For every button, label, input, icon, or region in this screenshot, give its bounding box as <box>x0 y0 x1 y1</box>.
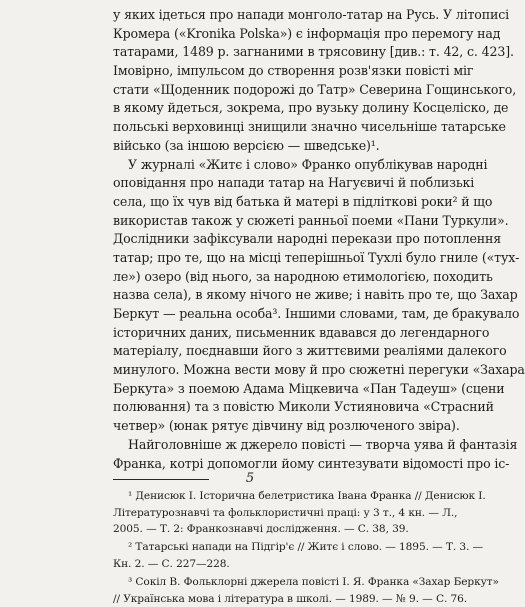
body-line: Беркут — реальна особа³. Іншими словами, там, де бракувало <box>113 306 520 321</box>
body-line: татарами, 1489 р. загнаними в трясовину [див.: т. 42, с. 423]. <box>113 44 514 60</box>
paragraph-start-line: У журналі «Житє і слово» Франко опублікував народні <box>128 156 488 172</box>
body-line: оповідання про напади татар на Нагуєвичі й поблизькі <box>113 175 475 191</box>
body-line: Дослідники зафіксували народні перекази про потоплення <box>113 231 502 247</box>
body-line: матеріалу, поєднавши його з життєвими реаліями далекого <box>113 343 507 359</box>
body-line: ле») озеро (від нього, за народною етимологією, походить <box>113 268 493 284</box>
body-line: використав також у сюжеті ранньої поеми «Пани Туркули». <box>113 212 509 228</box>
body-line: у яких ідеться про напади монголо-татар на Русь. У літописі <box>113 7 509 22</box>
body-line: четвер» (юнак рятує дівчину від розлюченого звіра). <box>113 418 460 434</box>
footnote-line: 2005. — Т. 2: Франкознавчі дослідження. — С. 38, 39. <box>113 522 409 535</box>
body-line: польські верховинці знищили значно чисельніше татарське <box>113 119 506 135</box>
body-line: татар; про те, що на місці теперішньої Тухлі було гниле («тух- <box>113 249 520 265</box>
body-line: Франка, котрі допомогли йому синтезувати відомості про іс- <box>113 455 510 471</box>
body-line: Беркута» з поемою Адама Міцкевича «Пан Тадеуш» (сцени <box>113 380 505 396</box>
body-line: села, що їх чув від батька й матері в підлітковi роки² й що <box>113 193 493 209</box>
body-line: в якому йдеться, зокрема, про вузьку долину Косцеліско, де <box>113 100 509 116</box>
body-line: стати «Щоденник подорожі до Татр» Северина Гощинського, <box>113 81 517 97</box>
footnote-line: ³ Сокіл В. Фольклорні джерела повісті І. Я. Франка «Захар Беркут» <box>128 576 499 589</box>
body-line: назва села), в якому нічого не живе; і навіть про те, що Захар <box>113 287 518 303</box>
body-line: військо (за іншою версією — шведське)¹. <box>113 137 380 153</box>
footnote-line: Кн. 2. — С. 227—228. <box>113 557 230 570</box>
page-text-block <box>113 6 525 607</box>
footnote-line: ² Татарські напади на Підгір'є // Житє і слово. — 1895. — Т. 3. — <box>128 541 484 554</box>
paragraph-start-line: Найголовніше ж джерело повісті — творча уява й фантазія <box>128 436 518 452</box>
page-number: 5 <box>245 471 255 486</box>
body-line: історичних даних, письменник вдавався до легендарного <box>113 324 490 340</box>
footnote-line: // Українська мова і література в школі. — 1989. — № 9. — С. 76. <box>113 592 468 605</box>
footnote-line: Літературознавчі та фольклористичні праці: у 3 т., 4 кн. — Л., <box>113 506 458 519</box>
footnote-line: ¹ Денисюк І. Історична белетристика Івана Франка // Денисюк І. <box>128 490 486 503</box>
body-line: Кромера («Kronika Polska») є інформація про перемогу над <box>113 25 501 41</box>
body-line: полювання) та з повістю Миколи Устияновича «Страсний <box>113 399 494 415</box>
body-line: Імовірно, імпульсом до створення розв'язки повісті міг <box>113 63 474 79</box>
body-line: минулого. Можна вести мову й про сюжетні перегуки «Захара <box>113 362 525 378</box>
